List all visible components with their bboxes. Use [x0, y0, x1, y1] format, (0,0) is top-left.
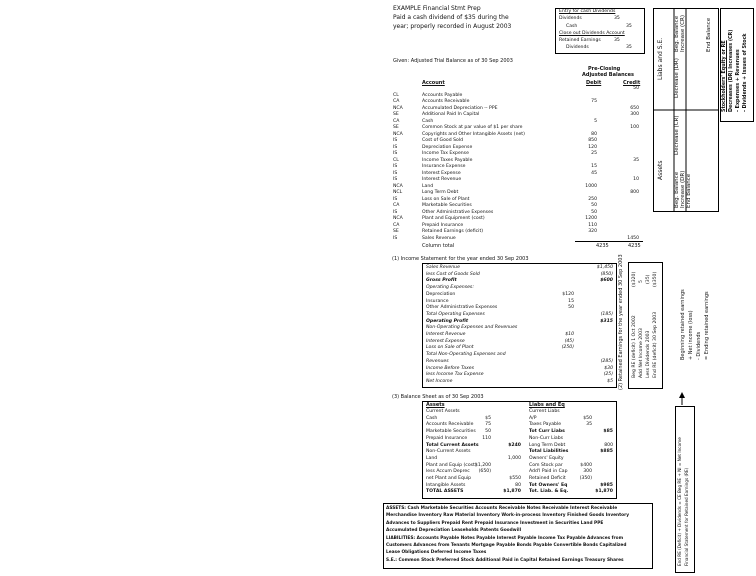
bs-label: less Accum Deprec — [426, 469, 470, 475]
is-right-value: (25) — [603, 372, 613, 378]
is-label: Loss on Sale of Plant — [426, 345, 474, 351]
account-name: Insurance Expense — [422, 164, 466, 169]
bs-label: Marketable Securities — [426, 429, 476, 435]
account-legend-lines — [386, 506, 650, 566]
balance-sheet-asset-row — [423, 463, 523, 469]
bs-value-a: $50 — [583, 415, 592, 421]
is-label: Revenues — [426, 358, 449, 364]
credit-value: 800 — [630, 190, 639, 195]
income-statement-row — [423, 352, 616, 358]
balance-sheet-liabs-head: Liabs and Eq — [529, 402, 565, 408]
credit-value: 300 — [630, 112, 639, 117]
trial-balance-row — [393, 99, 643, 105]
account-code: IS — [393, 151, 398, 156]
owners-equity-line: Decreases (DR) Increases (CR) — [729, 29, 734, 112]
debit-value: 45 — [591, 170, 597, 176]
right-note-line-2: Financial Statement for Retained Earnings (RE) — [684, 467, 689, 566]
trial-balance-row — [393, 197, 643, 203]
income-statement-box — [422, 263, 617, 388]
balance-sheet-liabs — [527, 409, 616, 497]
account-name: Long Term Debt — [422, 190, 459, 195]
bs-label: Total Current Assets — [426, 442, 479, 448]
is-mid-value: (45) — [564, 338, 574, 344]
trial-balance-col-credit: Credit — [623, 80, 641, 86]
is-right-value: (850) — [600, 271, 613, 277]
bs-value-a: $400 — [580, 462, 592, 468]
bs-label: Tot Owners' Eq — [529, 482, 568, 488]
is-label: Other Administrative Expenses — [426, 305, 498, 311]
income-statement-row — [423, 325, 616, 331]
is-mid-value: (250) — [561, 345, 574, 351]
legend-text: Customers Advances from Tenants Mortgage Payable Bonds Payable Convertible Bonds Capitalized — [386, 543, 627, 548]
is-label: Operating Expenses: — [426, 285, 474, 291]
account-name: Interest Expense — [422, 170, 461, 176]
re-side-line: Beginning retained earnings — [680, 289, 686, 360]
debit-value: 75 — [591, 99, 597, 104]
account-name: Accumulated Depreciation -- PPE — [422, 105, 498, 111]
trial-balance-total-label: Column total — [422, 243, 455, 249]
entry-label: Close out Dividends Account — [559, 31, 625, 36]
account-code: IS — [393, 235, 398, 241]
balance-sheet-asset-row — [423, 429, 523, 435]
entry-label: Dividends — [559, 16, 582, 21]
account-code: IS — [393, 209, 398, 215]
entry-label: Dividends — [566, 45, 589, 50]
is-mid-value: $120 — [562, 291, 574, 297]
income-statement-row — [423, 332, 616, 338]
account-code: NCA — [393, 105, 403, 111]
legend-line — [386, 506, 650, 512]
account-name: Accounts Receivable — [422, 99, 470, 104]
account-name: Cash — [422, 118, 434, 124]
legend-line — [386, 513, 650, 519]
account-code: IS — [393, 138, 398, 143]
balance-sheet-asset-row — [423, 443, 523, 449]
bs-value-a: $1,200 — [474, 462, 491, 468]
income-statement-row — [423, 372, 616, 378]
income-statement-title: (1) Income Statement for the year ended 30 Sep 2003 — [392, 256, 529, 262]
income-statement-row — [423, 272, 616, 278]
retained-earnings-title: (2) Retained Earnings for the year ended 30 Sep 2003 — [618, 254, 624, 390]
t-increase-cr: Increase (CR) — [680, 15, 686, 52]
bs-value-b: $885 — [600, 449, 613, 455]
account-name: Land — [422, 183, 434, 189]
is-label: Insurance — [426, 298, 449, 304]
account-name: Other Administrative Expenses — [422, 209, 494, 215]
bs-label: Tot. Liab. & Eq. — [529, 489, 569, 495]
debit-value: 1200 — [585, 216, 597, 221]
entry-amount: 35 — [626, 24, 632, 29]
is-label: Income Before Taxes — [426, 365, 475, 371]
bs-value-a: 300 — [583, 469, 592, 475]
account-name: Plant and Equipment (cost) — [422, 216, 485, 221]
trial-balance-row — [393, 158, 643, 164]
bs-label: Non-Curr Liabs — [529, 435, 564, 441]
is-mid-value: 15 — [568, 298, 574, 304]
bs-value-a: (350) — [579, 476, 592, 481]
balance-sheet-asset-row — [423, 449, 523, 455]
income-statement-row — [423, 366, 616, 372]
bs-label: Intangible Assets — [426, 482, 466, 488]
t-increase-dr: Increase (DR) — [680, 170, 686, 208]
account-name: Sales Revenue — [422, 235, 456, 241]
legend-text: S.E.: Common Stock Preferred Stock Additional Paid in Capital Retained Earnings Treasury Shares — [386, 557, 624, 563]
income-statement-row — [423, 285, 616, 291]
trial-balance-col-debit: Debit — [586, 80, 602, 86]
bs-label: Total Liabilities — [529, 449, 569, 455]
re-side-line: + Net income (loss) — [688, 310, 694, 360]
bs-value-b: 800 — [604, 442, 613, 448]
entry-box-title: Entry for cash Dividends — [559, 9, 616, 14]
is-label: Depreciation — [426, 291, 456, 297]
legend-text: Advances to Suppliers Prepaid Rent Prepaid Insurance Investment in Securities Land PPE — [386, 520, 604, 526]
is-label: Total Non-Operating Expenses and — [426, 352, 506, 358]
bs-value-b: $550 — [509, 476, 521, 481]
trial-balance-row — [393, 216, 643, 222]
is-label: Total Operating Expenses — [426, 311, 485, 317]
t-liabs-se-label: Liabs and S.E. — [657, 37, 664, 80]
account-code: IS — [393, 196, 398, 202]
t-beg-balance-2: Beg. Balance — [674, 15, 680, 52]
bs-label: Owners' Equity — [529, 455, 564, 461]
balance-sheet-title: (3) Balance Sheet as of 30 Sep 2003 — [392, 394, 484, 400]
re-row: End RE (deficit) 30 Sep 2003 — [653, 311, 658, 378]
trial-balance-row — [393, 223, 643, 229]
is-label: Interest Expense — [426, 338, 465, 344]
re-row: Less Dividends 2003 — [646, 330, 651, 378]
is-right-value: $1,450 — [596, 265, 613, 270]
legend-text: Merchandise Inventory Raw Material Inventory Work-in-process Inventory Finished Goods Inventory — [386, 513, 630, 519]
account-code: IS — [393, 164, 398, 169]
bs-label: Plant and Equip (cost) — [426, 462, 477, 468]
balance-sheet-asset-row — [423, 456, 523, 462]
income-statement-row — [423, 319, 616, 325]
bs-label: Non-Current Assets — [426, 449, 471, 455]
trial-balance-total-credit: 4235 — [628, 243, 641, 249]
income-statement-row — [423, 312, 616, 318]
trial-balance-head-2: Adjusted Balances — [582, 72, 634, 78]
credit-value: 50 — [633, 86, 639, 91]
balance-sheet-liab-row — [527, 422, 616, 428]
header-line-2: Paid a cash dividend of $35 during the — [393, 14, 509, 21]
bs-value-b: $1,870 — [503, 489, 521, 495]
account-name: Prepaid Insurance — [422, 222, 464, 228]
legend-line — [386, 543, 650, 549]
debit-value: 850 — [588, 138, 597, 143]
trial-balance-row — [393, 184, 643, 190]
credit-value: 650 — [630, 105, 639, 111]
is-label: Operating Profit — [426, 318, 469, 324]
account-code: CA — [393, 203, 400, 208]
account-code: NCL — [393, 190, 403, 195]
debit-value: 50 — [591, 203, 597, 208]
trial-balance-rows — [393, 86, 643, 242]
balance-sheet-liab-row — [527, 443, 616, 449]
is-mid-value: $10 — [565, 332, 574, 337]
re-value: ($350) — [653, 271, 658, 287]
re-value: (35) — [646, 274, 651, 284]
trial-balance-row — [393, 229, 643, 235]
trial-balance-row — [393, 210, 643, 216]
bs-label: Prepaid Insurance — [426, 435, 468, 441]
bs-label: Retained Deficit — [529, 476, 566, 481]
account-code: CL — [393, 92, 399, 98]
is-label: less Cost of Goods Sold — [426, 271, 480, 277]
balance-sheet-liab-row — [527, 449, 616, 455]
bs-label: Add'l Paid in Cap — [529, 469, 568, 475]
credit-value: 35 — [633, 157, 639, 163]
balance-sheet-asset-row — [423, 422, 523, 428]
account-code: CL — [393, 157, 399, 163]
balance-sheet-liab-row — [527, 476, 616, 482]
bs-value-b: 1,000 — [507, 455, 521, 461]
trial-balance-col-account: Account — [422, 80, 445, 86]
balance-sheet-liab-row — [527, 416, 616, 422]
debit-value: 15 — [591, 164, 597, 169]
trial-balance-row — [393, 125, 643, 131]
is-mid-value: 50 — [568, 305, 574, 311]
bs-label: Accounts Receivable — [426, 422, 474, 428]
account-name: Income Tax Expense — [422, 151, 469, 156]
bs-value-a: 110 — [482, 435, 491, 441]
header-line-3: year; properly recorded in August 2003 — [393, 23, 512, 30]
bs-label: A/P — [529, 415, 537, 421]
t-assets-label: Assets — [657, 160, 664, 180]
bs-value-b: 80 — [515, 482, 521, 488]
account-legend-box — [383, 503, 653, 569]
bs-label: net Plant and Equip — [426, 476, 472, 481]
trial-balance-row — [393, 119, 643, 125]
t-end-balance: End Balance — [686, 173, 692, 208]
bs-label: Tot Curr Liabs — [529, 429, 565, 435]
balance-sheet-liab-row — [527, 489, 616, 495]
debit-value: 1000 — [585, 183, 597, 189]
account-code: SE — [393, 229, 399, 234]
account-name: Cost of Good Sold — [422, 138, 464, 143]
balance-sheet-liab-row — [527, 469, 616, 475]
balance-sheet-liab-row — [527, 456, 616, 462]
account-code: NCA — [393, 183, 403, 189]
trial-balance-row — [393, 145, 643, 151]
balance-sheet-asset-row — [423, 409, 523, 415]
account-code: CA — [393, 222, 400, 228]
account-code: IS — [393, 177, 398, 182]
income-statement-row — [423, 265, 616, 271]
bs-label: Land — [426, 455, 438, 461]
balance-sheet-asset-row — [423, 469, 523, 475]
bs-value-b: $1,870 — [595, 489, 613, 495]
debit-value: 5 — [594, 118, 597, 124]
trial-balance-head-1: Pre-Closing — [588, 66, 621, 72]
bs-value-a: 35 — [586, 422, 592, 428]
account-name: Depreciation Expense — [422, 144, 473, 150]
bs-label: Taxes Payable — [529, 422, 562, 428]
account-code: IS — [393, 144, 398, 150]
bs-label: Current Liabs — [529, 409, 560, 414]
cash-dividend-entry-box — [555, 8, 645, 54]
is-label: less Income Tax Expense — [426, 372, 484, 378]
income-statement-rows — [423, 265, 616, 387]
entry-amount: 35 — [614, 38, 620, 43]
credit-value: 1450 — [627, 235, 639, 241]
is-right-value: (185) — [600, 311, 613, 317]
bs-label: Com Stock par — [529, 462, 563, 468]
re-row: Beg RE (deficit) 1 Oct 2002 — [632, 315, 637, 378]
debit-value: 25 — [591, 151, 597, 156]
re-side-line: - Dividends — [696, 331, 702, 360]
trial-balance-row — [393, 203, 643, 209]
bs-value-b: $985 — [600, 482, 613, 488]
trial-balance-title: Given: Adjusted Trial Balance as of 30 Sep 2003 — [393, 58, 513, 64]
legend-text: Lease Obligations Deferred Income Taxes — [386, 550, 487, 556]
balance-sheet-assets-head: Assets — [426, 402, 445, 408]
account-name: Marketable Securities — [422, 203, 472, 208]
re-side-line: = Ending retained earnings — [704, 291, 710, 360]
credit-value: 10 — [633, 177, 639, 182]
debit-value: 80 — [591, 131, 597, 137]
account-name: Additional Paid In Capital — [422, 112, 480, 117]
debit-value: 110 — [588, 222, 597, 228]
income-statement-row — [423, 379, 616, 385]
trial-balance-row — [393, 112, 643, 118]
balance-sheet-liab-row — [527, 463, 616, 469]
bs-value-b: $240 — [508, 442, 521, 448]
is-right-value: $600 — [600, 278, 613, 284]
balance-sheet-liab-row — [527, 409, 616, 415]
account-name: Income Taxes Payable — [422, 157, 473, 163]
legend-line — [386, 528, 650, 534]
balance-sheet-box — [422, 401, 617, 499]
debit-value: 250 — [588, 196, 597, 202]
income-statement-row — [423, 339, 616, 345]
t-end-balance-2: End Balance — [706, 17, 712, 52]
bs-label: Long Term Debt — [529, 442, 566, 448]
account-code: NCA — [393, 216, 403, 221]
trial-balance-row — [393, 177, 643, 183]
bs-value-a: $5 — [485, 415, 491, 421]
trial-balance-row — [393, 106, 643, 112]
income-statement-row — [423, 292, 616, 298]
owners-equity-line: - Dividends + Issues of Stock — [743, 33, 748, 112]
account-code: NCA — [393, 131, 403, 137]
trial-balance-row — [393, 164, 643, 170]
account-name: Interest Revenue — [422, 177, 462, 182]
is-right-value: $5 — [607, 378, 613, 384]
owners-equity-title: Stockholders' Equity or RE — [722, 40, 727, 112]
account-code: SE — [393, 125, 399, 130]
legend-text: ASSETS: Cash Marketable Securities Accounts Receivable Notes Receivable Interest Receivable — [386, 506, 618, 511]
income-statement-row — [423, 299, 616, 305]
is-label: Gross Profit — [426, 278, 457, 284]
is-label: Net Income — [426, 378, 453, 384]
trial-balance-total-debit: 4235 — [596, 243, 609, 249]
bs-value-a: (650) — [478, 469, 491, 475]
balance-sheet-asset-row — [423, 483, 523, 489]
balance-sheet-liab-row — [527, 483, 616, 489]
trial-balance-row — [393, 151, 643, 157]
is-right-value: $315 — [600, 318, 613, 324]
bs-label: Current Assets — [426, 409, 460, 414]
is-right-value: (285) — [600, 358, 613, 364]
entry-label: Retained Earnings — [559, 38, 601, 43]
bs-label: Cash — [426, 415, 438, 421]
trial-balance-row — [393, 190, 643, 196]
entry-label: Cash — [566, 24, 578, 29]
legend-text: LIABILITIES: Accounts Payable Notes Payable Interest Payable Income Tax Payable Advances from — [386, 535, 624, 541]
trial-balance-row — [393, 138, 643, 144]
balance-sheet-asset-row — [423, 476, 523, 482]
bs-value-b: $85 — [603, 429, 613, 435]
bs-value-a: 75 — [485, 422, 491, 428]
bs-label: TOTAL ASSETS — [426, 489, 464, 495]
debit-value: 320 — [588, 229, 597, 234]
trial-balance-row — [393, 171, 643, 177]
account-code: IS — [393, 170, 398, 176]
balance-sheet-liab-row — [527, 429, 616, 435]
balance-sheet-liab-row — [527, 436, 616, 442]
is-label: Non-Operating Expenses and Revenues — [426, 325, 518, 331]
is-label: Interest Revenue — [426, 332, 466, 337]
legend-text: Accumulated Depreciation Leaseholds Patents Goodwill — [386, 528, 522, 534]
right-note-line-1: End RE (Deficit) + Dividends = CE Beg RE + NI = Net Income — [677, 437, 682, 566]
header-line-1: EXAMPLE Financial Stmt Prep — [393, 5, 481, 12]
balance-sheet-assets — [423, 409, 523, 497]
t-decrease-cr: Decrease (CR) — [674, 115, 680, 155]
account-name: Accounts Payable — [422, 92, 463, 98]
entry-amount: 35 — [626, 45, 632, 50]
legend-line — [386, 536, 650, 542]
balance-sheet-asset-row — [423, 436, 523, 442]
account-code: CA — [393, 99, 400, 104]
account-name: Copyrights and Other Intangible Assets (net) — [422, 131, 525, 137]
re-value: 5 — [639, 280, 644, 283]
legend-line — [386, 558, 650, 564]
account-code: CA — [393, 118, 400, 124]
bs-value-a: 50 — [485, 429, 491, 435]
account-name: Retained Earnings (deficit) — [422, 229, 484, 234]
account-name: Common Stock at par value of $1 per share — [422, 125, 523, 130]
is-right-value: $30 — [604, 365, 613, 371]
entry-amount: 35 — [614, 16, 620, 21]
debit-value: 120 — [588, 144, 597, 150]
income-statement-row — [423, 278, 616, 284]
trial-balance-row — [393, 132, 643, 138]
account-name: Loss on Sale of Plant — [422, 196, 470, 202]
owners-equity-line: - Expenses + Revenues — [736, 49, 741, 112]
balance-sheet-asset-row — [423, 489, 523, 495]
account-code: SE — [393, 112, 399, 117]
t-beg-balance: Beg. Balance — [674, 171, 680, 208]
income-statement-row — [423, 345, 616, 351]
re-row: Add Net Income 2003 — [639, 328, 644, 378]
income-statement-row — [423, 359, 616, 365]
re-value: ($320) — [632, 271, 637, 287]
trial-balance-row — [393, 86, 643, 92]
balance-sheet-asset-row — [423, 416, 523, 422]
is-label: Sales Revenue — [426, 265, 460, 270]
debit-value: 50 — [591, 209, 597, 215]
trial-balance-row — [393, 93, 643, 99]
t-decrease-dr: Decrease (DR) — [674, 58, 680, 98]
legend-line — [386, 521, 650, 527]
income-statement-row — [423, 305, 616, 311]
credit-value: 100 — [630, 125, 639, 130]
legend-line — [386, 550, 650, 556]
